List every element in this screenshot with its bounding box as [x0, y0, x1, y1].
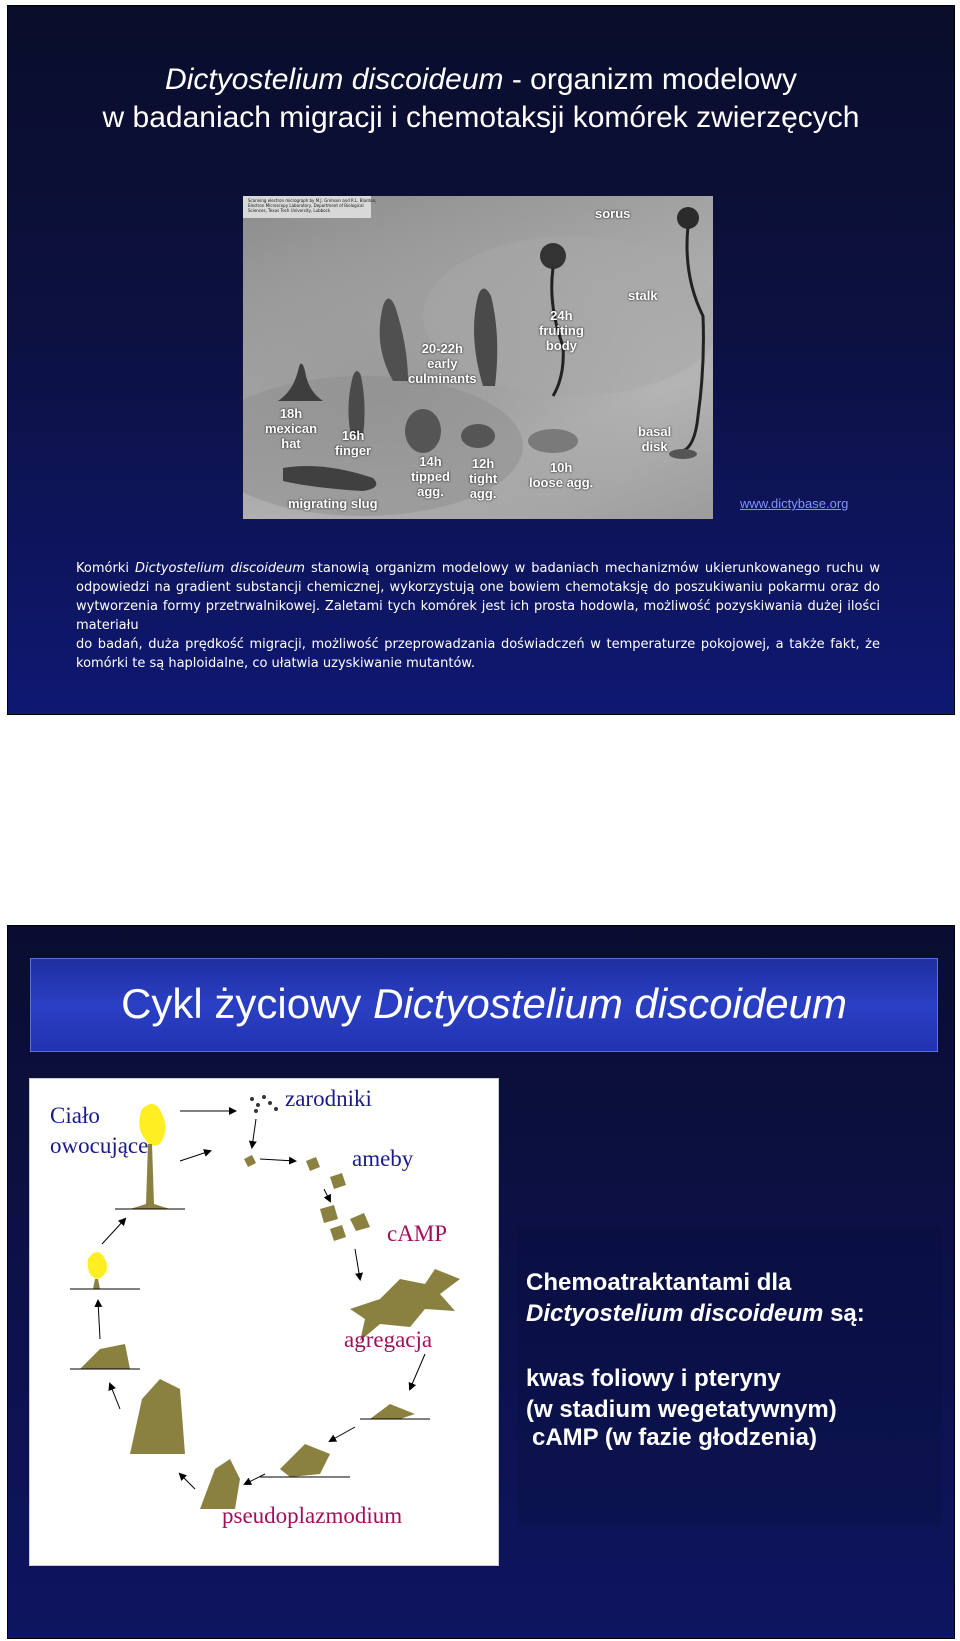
label-loose-agg: 10h loose agg.: [529, 460, 594, 490]
label-sorus: sorus: [595, 206, 631, 221]
slide-2-title-banner: [30, 958, 938, 1052]
title-species: Dictyostelium discoideum: [165, 63, 504, 96]
slide-1-title: [8, 61, 954, 137]
title-line-2: w badaniach migracji i chemotaksji komórek zwierzęcych: [102, 101, 860, 134]
dictybase-link[interactable]: www.dictybase.org: [740, 496, 849, 511]
label-early-culminants: 20-22h early culminants: [408, 341, 477, 386]
title-rest: - organizm modelowy: [503, 63, 797, 96]
label-agregacja: agregacja: [344, 1327, 433, 1352]
chemo-folic-acid: kwas foliowy i pteryny (w stadium wegetatywnym): [526, 1365, 837, 1423]
label-migrating-slug: migrating slug: [288, 496, 378, 511]
micrograph-credit: Scanning electron micrograph by M.J. Grimson and R.L. Blanton, Electron Microscopy Laboratory, Department of Biological Sciences, Texas Tech University, Lubbock: [243, 196, 371, 218]
label-fruiting-body: 24h fruiting body: [539, 308, 584, 353]
label-cialo-owocujace: Ciało owocujące: [50, 1103, 149, 1158]
label-zarodniki: zarodniki: [285, 1086, 372, 1111]
label-stalk: stalk: [628, 288, 658, 303]
label-finger: 16h finger: [335, 428, 372, 458]
chemo-camp: cAMP (w fazie głodzenia): [532, 1424, 817, 1451]
label-pseudoplazmodium: pseudoplazmodium: [222, 1503, 403, 1528]
description-species: Dictyostelium discoideum: [134, 561, 305, 576]
label-ameby: ameby: [352, 1146, 414, 1171]
label-basal-disk: basal disk: [638, 424, 672, 454]
label-tipped-agg: 14h tipped agg.: [411, 454, 450, 499]
slide-2: [7, 925, 955, 1639]
slide-1-description: Komórki Dictyostelium discoideum stanowią organizm modelowy w badaniach mechanizmów ukierunkowanego ruchu w odpowiedzi na gradient substancji chemicznej, wykorzystują one bowiem chemotaksję do poszukiwaniu pokarmu oraz do wytworzenia formy przetrwalnikowej. Zaletami tych komórek jest ich prosta hodowla, możliwość pozyskiwania dużej ilości materiału do badań, duża prędkość migracji, możliwość przeprowadzania doświadczeń w temperaturze pokojowej, a także fakt, że komórki te są haploidalne, co ułatwia uzyskiwanie mutantów.: [76, 561, 880, 671]
chemoattractants-panel: [518, 1226, 942, 1526]
life-cycle-diagram: [29, 1078, 499, 1566]
label-camp: cAMP: [387, 1221, 448, 1246]
label-mexican-hat: 18h mexican hat: [265, 406, 318, 451]
title-species-2: Dictyostelium discoideum: [373, 980, 847, 1027]
chemo-heading: Chemoatraktantami dla Dictyostelium discoideum są:: [526, 1269, 865, 1327]
dictyostelium-micrograph: [243, 196, 713, 519]
label-tight-agg: 12h tight agg.: [469, 456, 498, 501]
slide-2-title: Cykl życiowy Dictyostelium discoideum: [121, 980, 847, 1027]
